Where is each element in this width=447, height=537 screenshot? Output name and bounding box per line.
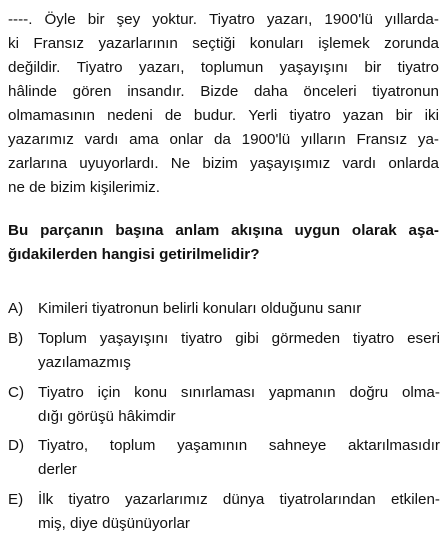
question-line-1 <box>8 219 439 243</box>
word: yıllarda- <box>384 11 439 28</box>
word: tiyatronun <box>372 83 439 100</box>
word: bir <box>395 107 413 124</box>
word: şey <box>116 11 141 28</box>
word: bir <box>364 59 382 76</box>
word: konuları <box>249 35 304 52</box>
word: Tiyatro, <box>38 437 89 454</box>
option-b-letter: B) <box>8 330 24 347</box>
word: 1900'lü <box>324 11 373 28</box>
word: Tiyatro <box>208 11 255 28</box>
option-e-text-line-1 <box>38 488 440 512</box>
word: yazarlarımız <box>124 491 208 508</box>
option-d-letter: D) <box>8 437 25 454</box>
word: onlar <box>169 131 204 148</box>
word: tiyatro <box>181 330 223 347</box>
word: yazarı, <box>266 11 313 28</box>
word: aktarılmasıdır <box>347 437 440 454</box>
option-e-letter: E) <box>8 491 24 508</box>
word: nedeni <box>107 107 153 124</box>
word: gören <box>72 83 112 100</box>
word: toplum <box>109 437 156 454</box>
word: vardı <box>342 155 377 172</box>
word: insandır. <box>127 83 185 100</box>
word: tiyatro <box>68 491 110 508</box>
word: zorunda <box>384 35 439 52</box>
word: parçanın <box>40 222 104 239</box>
word: Fransız <box>33 35 85 52</box>
word: akışına <box>231 222 283 239</box>
word: yazarı, <box>138 59 185 76</box>
word: tiyatro <box>352 330 395 347</box>
word: işlemek <box>318 35 370 52</box>
passage-line-4 <box>8 80 439 104</box>
word: Bu <box>8 222 29 239</box>
word: olmamasının <box>8 107 95 124</box>
word: uygun <box>294 222 341 239</box>
word: sahneye <box>268 437 327 454</box>
word: Toplum <box>38 330 87 347</box>
word: bizim <box>202 155 238 172</box>
word: değildir. <box>8 59 61 76</box>
option-b-text-line-1 <box>38 327 440 351</box>
word: uyuyorlardı. <box>79 155 159 172</box>
option-e-text-line-2: miş, diye düşünüyorlar <box>38 515 190 532</box>
word: de <box>164 107 182 124</box>
passage-line-6 <box>8 128 439 152</box>
word: gibi <box>235 330 259 347</box>
word: doğru <box>349 384 389 401</box>
word: görmeden <box>271 330 341 347</box>
option-a-text: Kimileri tiyatronun belirli konuları olduğunu sanır <box>38 300 362 317</box>
word: yılların <box>300 131 346 148</box>
word: yaşayışını <box>99 330 169 347</box>
word: için <box>97 384 121 401</box>
word: yoktur. <box>152 11 197 28</box>
word: daha <box>253 83 288 100</box>
word: zarlarına <box>8 155 68 172</box>
word: İlk <box>38 491 54 508</box>
word: onlarda <box>388 155 439 172</box>
word: bir <box>87 11 105 28</box>
word: da <box>213 131 231 148</box>
word: tiyatrolarından <box>279 491 376 508</box>
word: başına <box>115 222 164 239</box>
word: eseri <box>407 330 440 347</box>
word: ----. <box>8 11 33 28</box>
word: yazarlarının <box>98 35 178 52</box>
option-a-letter: A) <box>8 300 24 317</box>
word: Yerli <box>248 107 278 124</box>
word: etkilen- <box>390 491 440 508</box>
option-d-text-line-1 <box>38 434 440 458</box>
word: yaşayışını <box>279 59 349 76</box>
word: toplumun <box>200 59 264 76</box>
passage-line-1 <box>8 8 439 32</box>
word: yazarımız <box>8 131 74 148</box>
option-c-text-line-1 <box>38 381 440 405</box>
word: dünya <box>222 491 265 508</box>
word: önceleri <box>303 83 357 100</box>
word: iki <box>424 107 439 124</box>
word: ama <box>129 131 159 148</box>
passage-line-3 <box>8 56 439 80</box>
word: Bizde <box>200 83 239 100</box>
passage-line-8: ne de bizim kişilerimiz. <box>8 179 160 196</box>
word: ya- <box>417 131 439 148</box>
passage-line-7 <box>8 152 439 176</box>
option-d-text-line-2: derler <box>38 461 77 478</box>
word: sınırlaması <box>180 384 256 401</box>
option-c-letter: C) <box>8 384 25 401</box>
word: Ne <box>170 155 191 172</box>
word: tiyatro <box>289 107 331 124</box>
question-line-2: ğıdakilerden hangisi getirilmelidir? <box>8 246 260 263</box>
option-c-text-line-2: dığı görüşü hâkimdir <box>38 408 176 425</box>
word: konu <box>134 384 168 401</box>
word: Öyle <box>44 11 76 28</box>
word: ki <box>8 35 19 52</box>
word: olarak <box>351 222 397 239</box>
word: yapmanın <box>268 384 336 401</box>
word: aşa- <box>408 222 439 239</box>
word: Tiyatro <box>76 59 123 76</box>
word: 1900'lü <box>241 131 291 148</box>
word: olma- <box>401 384 440 401</box>
passage-line-5 <box>8 104 439 128</box>
word: budur. <box>193 107 237 124</box>
word: yaşamının <box>177 437 248 454</box>
word: yazan <box>342 107 384 124</box>
word: anlam <box>175 222 220 239</box>
word: vardı <box>84 131 119 148</box>
word: Fransız <box>356 131 408 148</box>
word: tiyatro <box>397 59 439 76</box>
word: hâlinde <box>8 83 57 100</box>
passage-line-2 <box>8 32 439 56</box>
option-b-text-line-2: yazılamazmış <box>38 354 131 371</box>
word: seçtiği <box>192 35 236 52</box>
word: yaşayışımız <box>250 155 331 172</box>
word: Tiyatro <box>38 384 84 401</box>
